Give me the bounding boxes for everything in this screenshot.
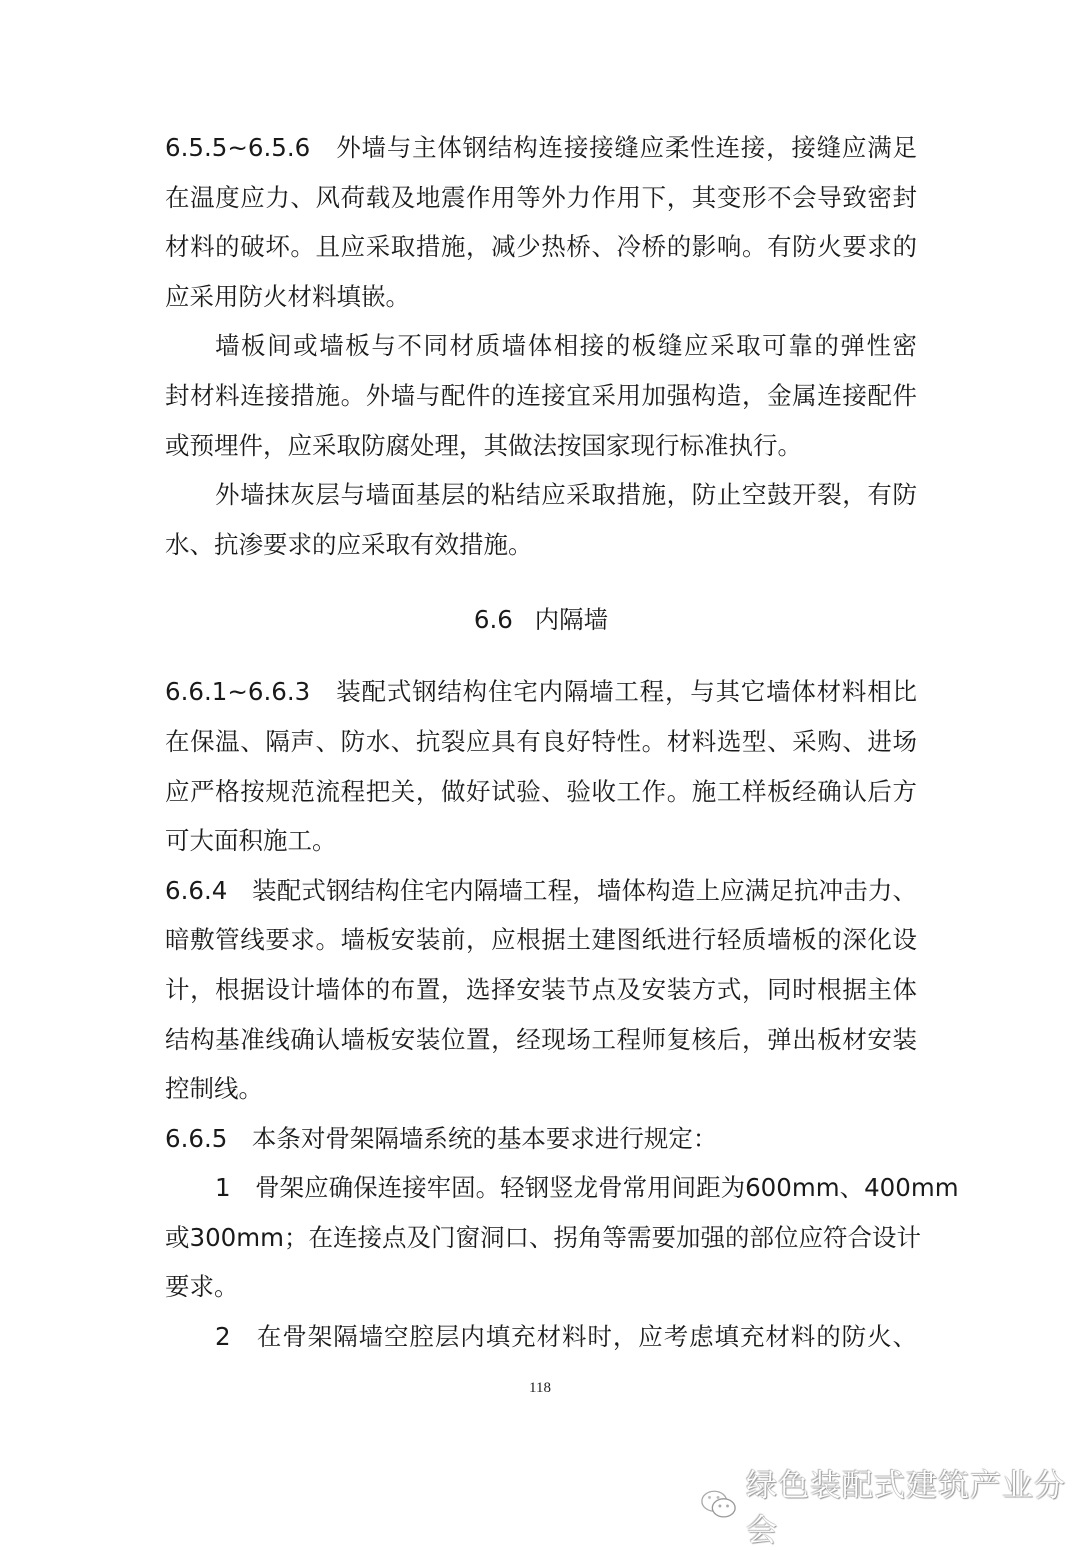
paragraph <box>165 871 917 1119</box>
paragraph <box>165 1317 917 1367</box>
text-line: 应采用防火材料填嵌。 <box>165 281 410 311</box>
text-line: 或预埋件，应采取防腐处理，其做法按国家现行标准执行。 <box>165 430 802 460</box>
text-line: 1 骨架应确保连接牢固。轻钢竖龙骨常用间距为600mm、400mm <box>215 1173 959 1203</box>
paragraph <box>165 1168 959 1218</box>
text-line: 应严格按规范流程把关，做好试验、验收工作。施工样板经确认后方 <box>165 776 917 806</box>
text-line: 计，根据设计墙体的布置，选择安装节点及安装方式，同时根据主体 <box>165 974 917 1004</box>
document-body <box>165 128 959 1367</box>
text-line: 2 在骨架隔墙空腔层内填充材料时，应考虑填充材料的防火、 <box>215 1322 917 1352</box>
text-line: 或300mm；在连接点及门窗洞口、拐角等需要加强的部位应符合设计 <box>165 1222 921 1252</box>
text-line: 在保温、隔声、防水、抗裂应具有良好特性。材料选型、采购、进场 <box>165 726 917 756</box>
text-line: 封材料连接措施。外墙与配件的连接宜采用加强构造，金属连接配件 <box>165 380 917 410</box>
paragraph <box>165 1218 921 1317</box>
text-line: 6.5.5~6.5.6 外墙与主体钢结构连接接缝应柔性连接，接缝应满足 <box>165 133 917 162</box>
paragraph <box>165 672 917 870</box>
watermark <box>700 1460 1080 1550</box>
text-line: 6.6.1~6.6.3 装配式钢结构住宅内隔墙工程，与其它墙体材料相比 <box>165 677 917 707</box>
watermark-text: 绿色装配式建筑产业分会 <box>745 1468 1066 1549</box>
text-line: 可大面积施工。 <box>165 826 337 856</box>
text-line: 6.6.5 本条对骨架隔墙系统的基本要求进行规定： <box>165 1123 718 1153</box>
paragraph <box>165 326 917 475</box>
text-line: 6.6.4 装配式钢结构住宅内隔墙工程，墙体构造上应满足抗冲击力、 <box>165 875 917 905</box>
paragraph <box>165 128 917 326</box>
text-line: 控制线。 <box>165 1074 263 1104</box>
text-line: 暗敷管线要求。墙板安装前，应根据土建图纸进行轻质墙板的深化设 <box>165 925 917 955</box>
wechat-icon <box>700 1488 738 1522</box>
text-line: 墙板间或墙板与不同材质墙体相接的板缝应采取可靠的弹性密 <box>215 331 917 361</box>
paragraph <box>165 475 917 574</box>
paragraph <box>165 1119 917 1169</box>
page-number: 118 <box>529 1380 551 1396</box>
section-heading: 6.6 内隔墙 <box>473 605 609 635</box>
text-line: 外墙抹灰层与墙面基层的粘结应采取措施，防止空鼓开裂，有防 <box>215 480 917 510</box>
text-line: 材料的破坏。且应采取措施，减少热桥、冷桥的影响。有防火要求的 <box>165 232 917 262</box>
text-line: 结构基准线确认墙板安装位置，经现场工程师复核后，弹出板材安装 <box>165 1024 917 1054</box>
text-line: 要求。 <box>165 1272 239 1302</box>
text-line: 水、抗渗要求的应采取有效措施。 <box>165 529 533 559</box>
text-line: 在温度应力、风荷载及地震作用等外力作用下，其变形不会导致密封 <box>165 182 917 212</box>
